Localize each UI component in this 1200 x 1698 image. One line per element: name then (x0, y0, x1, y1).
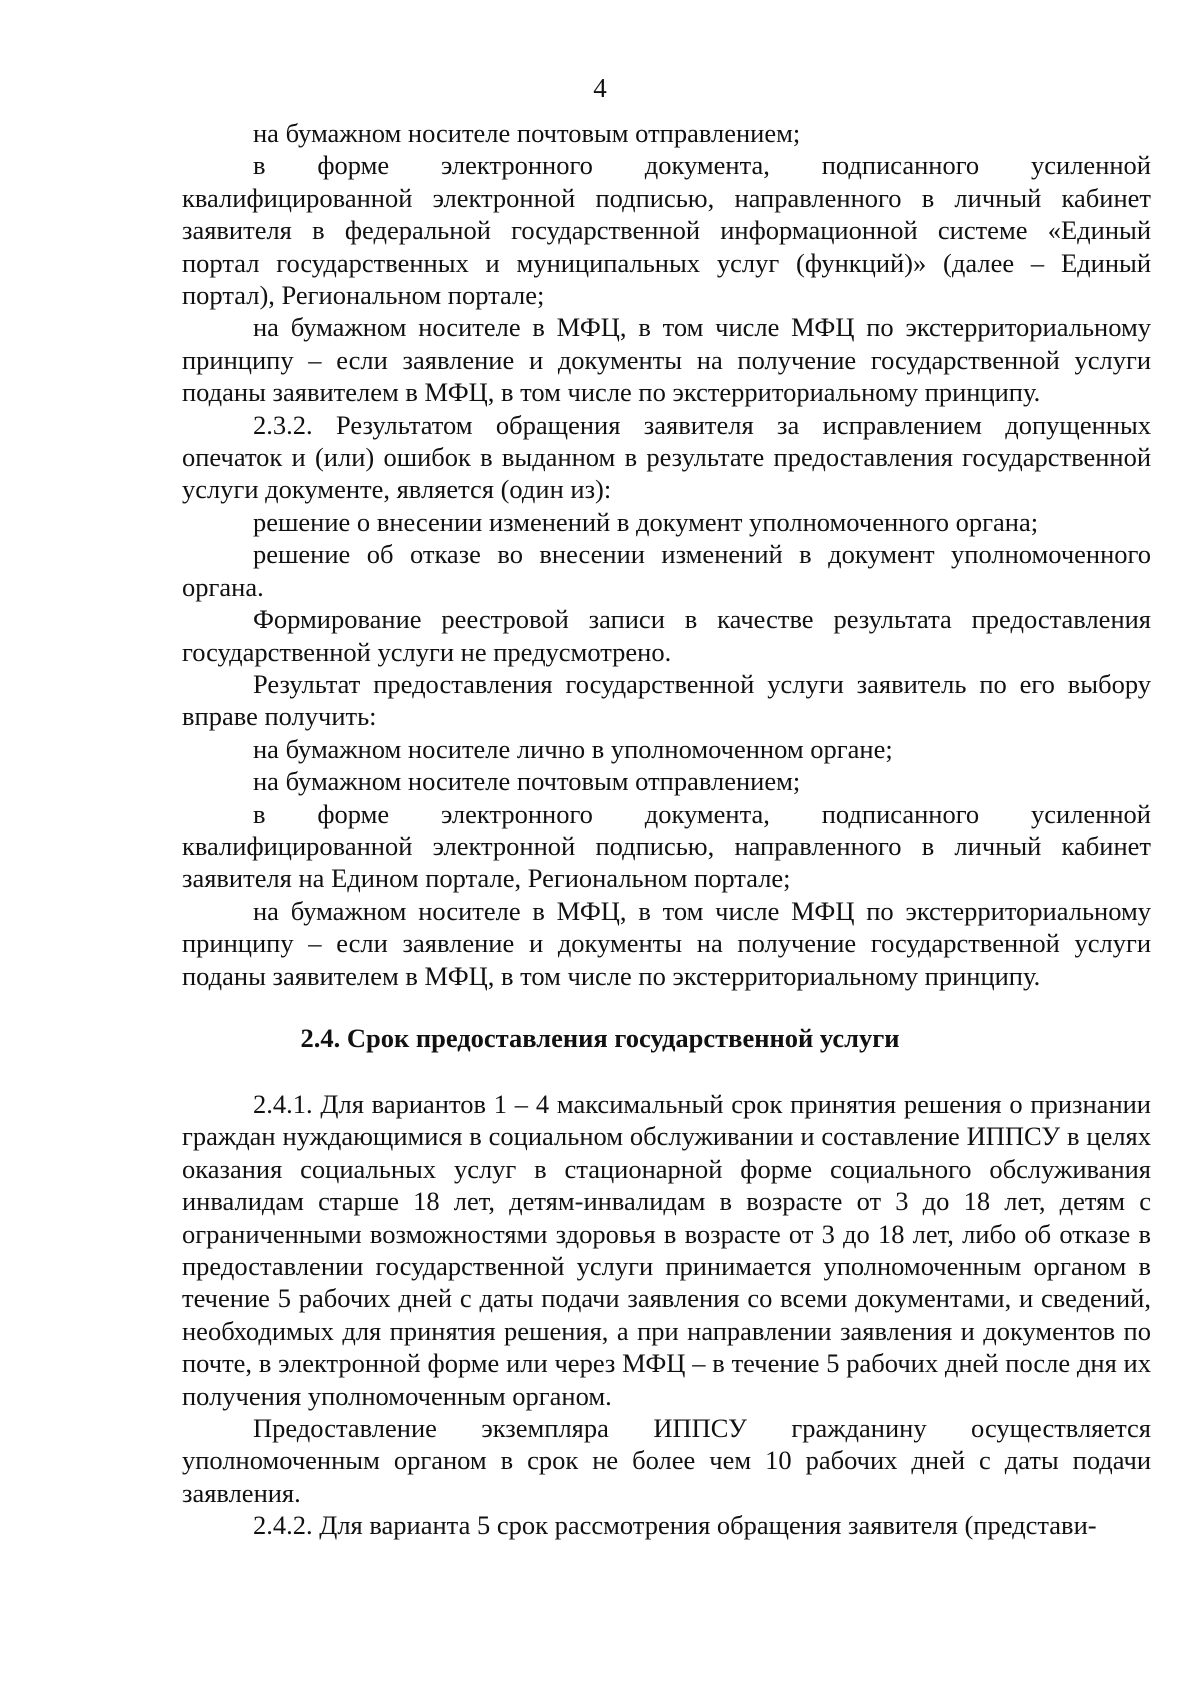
paragraph: на бумажном носителе почтовым отправлением; (253, 766, 801, 797)
paragraph: Формирование реестровой записи в качестве результата предоставления государственной услуги не предусмотрено. (182, 604, 1151, 667)
page-number: 4 (593, 73, 607, 103)
paragraph: 2.3.2. Результатом обращения заявителя за исправлением допущенных опечаток и (или) ошибок в выданном в результате предоставления государственной услуги документе, является (один из): (182, 409, 1151, 505)
paragraph: в форме электронного документа, подписанного усиленной квалифицированной электронной подписью, направленного в личный кабинет заявителя в федеральной государственной информационной системе «Единый портал государственных и муниципальных услуг (функций)» (далее – Единый портал), Региональном портале; (182, 150, 1151, 311)
paragraph: в форме электронного документа, подписанного усиленной квалифицированной электронной подписью, направленного в личный кабинет заявителя на Едином портале, Региональном портале; (182, 798, 1151, 894)
paragraph: на бумажном носителе лично в уполномоченном органе; (253, 733, 893, 764)
paragraph: на бумажном носителе в МФЦ, в том числе МФЦ по экстерриториальному принципу – если заявление и документы на получение государственной услуги поданы заявителем в МФЦ, в том числе по экстерриториальному принципу. (182, 312, 1151, 408)
body-text-bottom (182, 1088, 1151, 1542)
body-text-top (182, 117, 1151, 992)
paragraph: на бумажном носителе в МФЦ, в том числе МФЦ по экстерриториальному принципу – если заявление и документы на получение государственной услуги поданы заявителем в МФЦ, в том числе по экстерриториальному принципу. (182, 895, 1151, 991)
section-heading: 2.4. Срок предоставления государственной услуги (300, 1023, 900, 1053)
paragraph: на бумажном носителе почтовым отправлением; (253, 118, 801, 148)
paragraph: Результат предоставления государственной услуги заявитель по его выбору вправе получить: (182, 668, 1151, 732)
paragraph: решение об отказе во внесении изменений в документ уполномоченного органа. (182, 539, 1151, 602)
paragraph: Предоставление экземпляра ИППСУ гражданину осуществляется уполномоченным органом в срок не более чем 10 рабочих дней с даты подачи заявления. (182, 1413, 1151, 1508)
paragraph: 2.4.1. Для вариантов 1 – 4 максимальный срок принятия решения о признании граждан нуждающимися в социальном обслуживании и составление ИППСУ в целях оказания социальных услуг в стационарной форме социального обслуживания инвалидам старше 18 лет, детям-инвалидам в возрасте от 3 до 18 лет, детям с ограниченными возможностями здоровья в возрасте от 3 до 18 лет, либо об отказе в предоставлении государственной услуги принимается уполномоченным органом в течение 5 рабочих дней с даты подачи заявления со всеми документами, и сведений, необходимых для принятия решения, а при направлении заявления и документов по почте, в электронной форме или через МФЦ – в течение 5 рабочих дней после дня их получения уполномоченным органом. (182, 1089, 1151, 1411)
paragraph: 2.4.2. Для варианта 5 срок рассмотрения обращения заявителя (представи- (253, 1510, 1097, 1541)
paragraph: решение о внесении изменений в документ уполномоченного органа; (253, 506, 1039, 537)
